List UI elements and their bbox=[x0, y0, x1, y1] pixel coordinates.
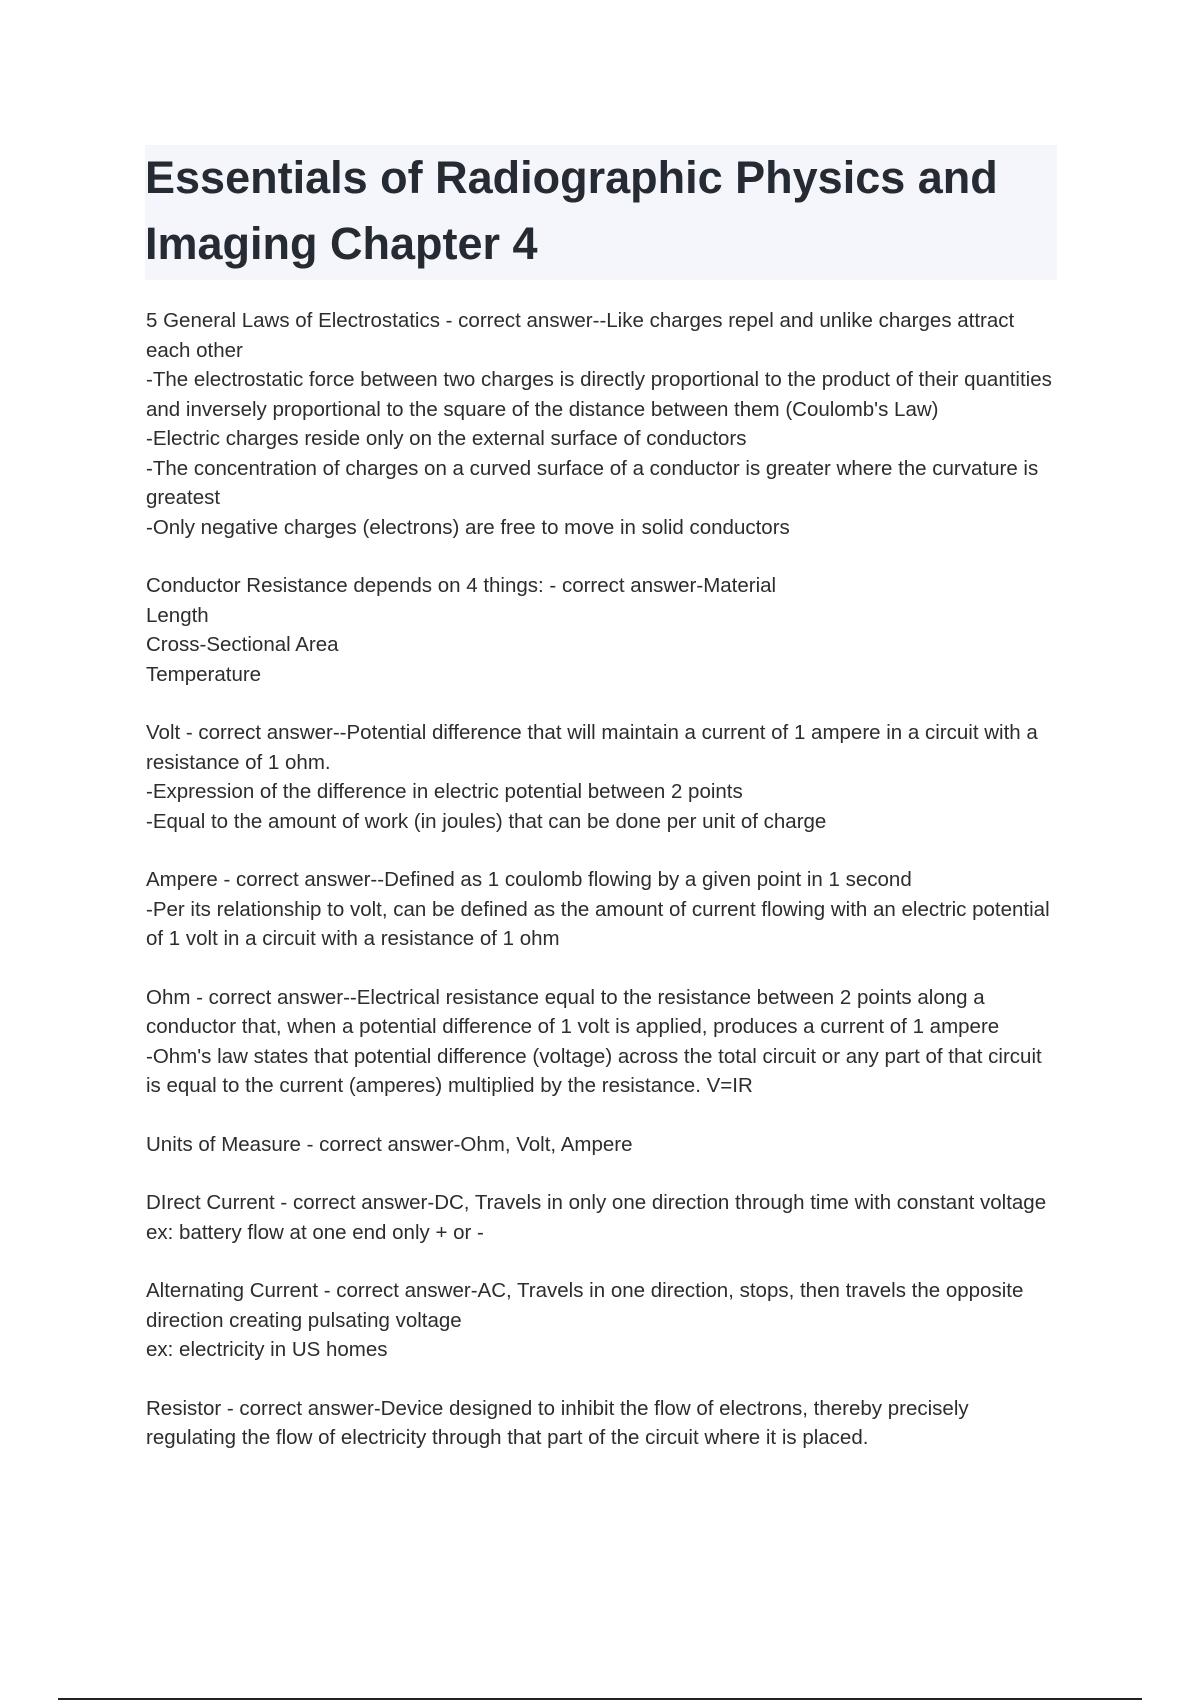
entry-line: Conductor Resistance depends on 4 things: - correct answer-Material bbox=[146, 574, 777, 597]
entry-line: 5 General Laws of Electrostatics - correct answer--Like charges repel and unlike charges attract each other bbox=[146, 309, 1015, 362]
document-body bbox=[146, 306, 1061, 1482]
entry-line: Resistor - correct answer-Device designed to inhibit the flow of electrons, thereby precisely regulating the flow of electricity through that part of the circuit where it is placed. bbox=[146, 1396, 969, 1449]
entry-conductor-resistance bbox=[146, 571, 1061, 689]
entry-line: Cross-Sectional Area bbox=[146, 633, 339, 656]
title-banner bbox=[145, 145, 1057, 280]
entry-line: -Ohm's law states that potential difference (voltage) across the total circuit or any part of that circuit is equal to the current (amperes) multiplied by the resistance. V=IR bbox=[146, 1044, 1042, 1097]
entry-direct-current bbox=[146, 1188, 1061, 1247]
entry-line: Temperature bbox=[146, 662, 262, 686]
document-title: Essentials of Radiographic Physics and Imaging Chapter 4 bbox=[145, 152, 998, 269]
entry-line: DIrect Current - correct answer-DC, Travels in only one direction through time with constant voltage bbox=[146, 1191, 1047, 1214]
entry-line: Units of Measure - correct answer-Ohm, Volt, Ampere bbox=[146, 1132, 633, 1156]
entry-alternating-current bbox=[146, 1276, 1061, 1365]
entry-line: Length bbox=[146, 603, 209, 627]
entry-line: -Expression of the difference in electric potential between 2 points bbox=[146, 780, 743, 803]
entry-volt bbox=[146, 718, 1061, 836]
entry-ohm bbox=[146, 983, 1061, 1101]
entry-line: Ampere - correct answer--Defined as 1 coulomb flowing by a given point in 1 second bbox=[146, 868, 912, 891]
entry-resistor bbox=[146, 1394, 1061, 1453]
entry-line: Alternating Current - correct answer-AC, Travels in one direction, stops, then travels the opposite direction creating pulsating voltage bbox=[146, 1279, 1024, 1332]
entry-line: -Electric charges reside only on the external surface of conductors bbox=[146, 427, 747, 450]
entry-line: -Equal to the amount of work (in joules) that can be done per unit of charge bbox=[146, 809, 827, 833]
entry-line: -Only negative charges (electrons) are free to move in solid conductors bbox=[146, 515, 790, 539]
entry-line: -Per its relationship to volt, can be defined as the amount of current flowing with an electric potential of 1 volt in a circuit with a resistance of 1 ohm bbox=[146, 897, 1050, 950]
entry-line: -The concentration of charges on a curved surface of a conductor is greater where the curvature is greatest bbox=[146, 456, 1039, 509]
entry-ampere bbox=[146, 865, 1061, 954]
entry-line: -The electrostatic force between two charges is directly proportional to the product of their quantities and inversely proportional to the square of the distance between them (Coulomb's Law) bbox=[146, 368, 1052, 421]
entry-line: ex: electricity in US homes bbox=[146, 1338, 388, 1361]
entry-line: ex: battery flow at one end only + or - bbox=[146, 1220, 484, 1244]
entry-units-of-measure bbox=[146, 1130, 1061, 1160]
entry-line: Ohm - correct answer--Electrical resistance equal to the resistance between 2 points along a conductor that, when a potential difference of 1 volt is applied, produces a current of 1 ampere bbox=[146, 985, 1000, 1038]
entry-electrostatics bbox=[146, 306, 1061, 542]
entry-line: Volt - correct answer--Potential difference that will maintain a current of 1 ampere in a circuit with a resistance of 1 ohm. bbox=[146, 721, 1038, 774]
